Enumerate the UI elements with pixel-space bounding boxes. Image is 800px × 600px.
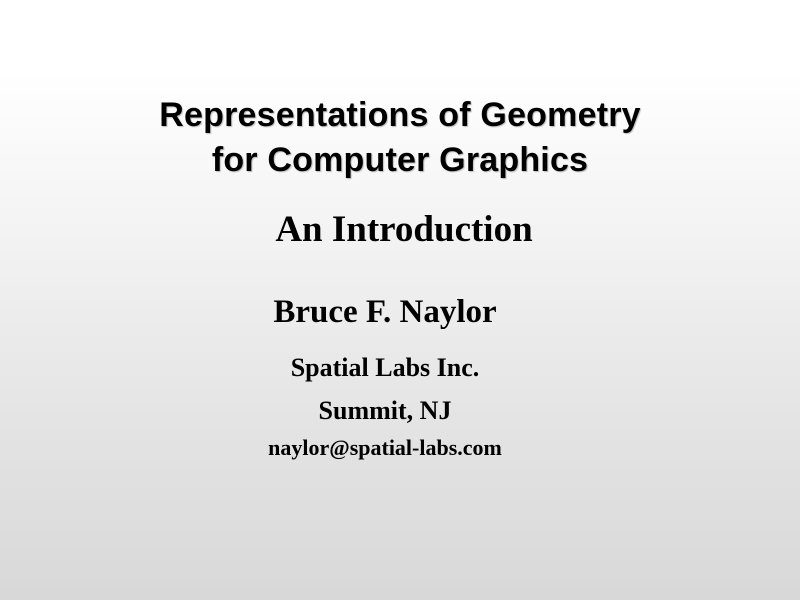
slide-title-line-2: for Computer Graphics [211, 141, 589, 179]
organization-name: Spatial Labs Inc. [290, 353, 480, 382]
email-address: naylor@spatial-labs.com [268, 435, 502, 460]
location: Summit, NJ [318, 396, 452, 425]
author-name: Bruce F. Naylor [273, 294, 497, 330]
slide-subtitle: An Introduction [275, 209, 533, 250]
slide-title-line-1: Representations of Geometry [159, 96, 641, 134]
